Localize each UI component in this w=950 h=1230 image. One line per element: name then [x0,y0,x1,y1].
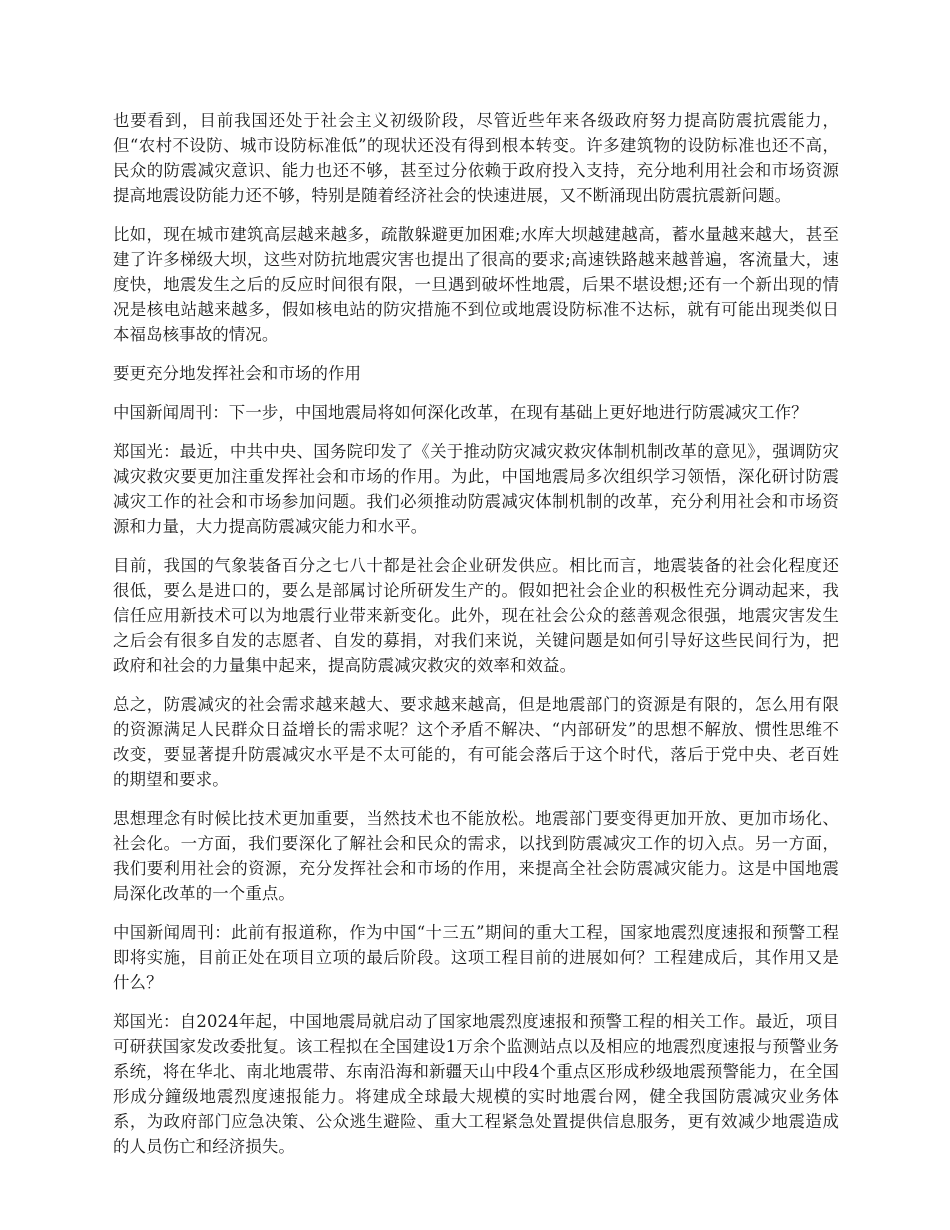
paragraph-2: 比如，现在城市建筑高层越来越多，疏散躲避更加困难;水库大坝越建越高，蓄水量越来越大，甚至建了许多梯级大坝，这些对防抗地震灾害也提出了很高的要求;高速铁路越来越普遍，客流量大，速度快，地震发生之后的反应时间很有限，一旦遇到破坏性地震，后果不堪设想;还有一个新出现的情况是核电站越来越多，假如核电站的防灾措施不到位或地震设防标准不达标，就有可能出现类似日本福岛核事故的情况。 [113,225,839,344]
paragraph-question-2: 中国新闻周刊：此前有报道称，作为中国“十三五”期间的重大工程，国家地震烈度速报和预警工程即将实施，目前正处在项目立项的最后阶段。这项工程目前的进展如何？工程建成后，其作用又是什么？ [113,923,839,992]
document-body [113,108,839,1173]
section-heading: 要更充分地发挥社会和市场的作用 [113,364,362,383]
paragraph-6: 思想理念有时候比技术更加重要，当然技术也不能放松。地震部门要变得更加开放、更加市场化、社会化。一方面，我们要深化了解社会和民众的需求，以找到防震减灾工作的切入点。另一方面，我们要利用社会的资源，充分发挥社会和市场的作用，来提高全社会防震减灾能力。这是中国地震局深化改革的一个重点。 [113,809,839,903]
paragraph-5: 总之，防震减灾的社会需求越来越大、要求越来越高，但是地震部门的资源是有限的，怎么用有限的资源满足人民群众日益增长的需求呢？这个矛盾不解决、“内部研发”的思想不解放、惯性思维不改变，要显著提升防震减灾水平是不太可能的，有可能会落后于这个时代，落后于党中央、老百姓的期望和要求。 [113,695,839,789]
paragraph-question-1: 中国新闻周刊：下一步，中国地震局将如何深化改革，在现有基础上更好地进行防震减灾工作？ [113,403,808,422]
paragraph-answer-1: 郑国光：最近，中共中央、国务院印发了《关于推动防灾减灾救灾体制机制改革的意见》，强调防灾减灾救灾要更加注重发挥社会和市场的作用。为此，中国地震局多次组织学习领悟，深化研讨防震减灾工作的社会和市场参加问题。我们必须推动防震减灾体制机制的改革，充分利用社会和市场资源和力量，大力提高防震减灾能力和水平。 [113,442,839,536]
paragraph-answer-2: 郑国光：自2024年起，中国地震局就启动了国家地震烈度速报和预警工程的相关工作。最近，项目可研获国家发改委批复。该工程拟在全国建设1万余个监测站点以及相应的地震烈度速报与预警业务系统，将在华北、南北地震带、东南沿海和新疆天山中段4个重点区形成秒级地震预警能力，在全国形成分鐘级地震烈度速报能力。将建成全球最大规模的实时地震台网，健全我国防震减灾业务体系，为政府部门应急决策、公众逃生避险、重大工程紧急处置提供信息服务，更有效减少地震造成的人员伤亡和经济损失。 [113,1012,839,1156]
paragraph-1: 也要看到，目前我国还处于社会主义初级阶段，尽管近些年来各级政府努力提高防震抗震能力，但“农村不设防、城市设防标准低”的现状还没有得到根本转变。许多建筑物的设防标准也还不高，民众的防震减灾意识、能力也还不够，甚至过分依赖于政府投入支持，充分地利用社会和市场资源提高地震设防能力还不够，特别是随着经济社会的快速进展，又不断涌现出防震抗震新问题。 [113,111,839,205]
paragraph-4: 目前，我国的气象装备百分之七八十都是社会企业研发供应。相比而言，地震装备的社会化程度还很低，要么是进口的，要么是部属讨论所研发生产的。假如把社会企业的积极性充分调动起来，我信任应用新技术可以为地震行业带来新变化。此外，现在社会公众的慈善观念很强，地震灾害发生之后会有很多自发的志愿者、自发的募捐，对我们来说，关键问题是如何引导好这些民间行为，把政府和社会的力量集中起来，提高防震减灾救灾的效率和效益。 [113,556,839,675]
